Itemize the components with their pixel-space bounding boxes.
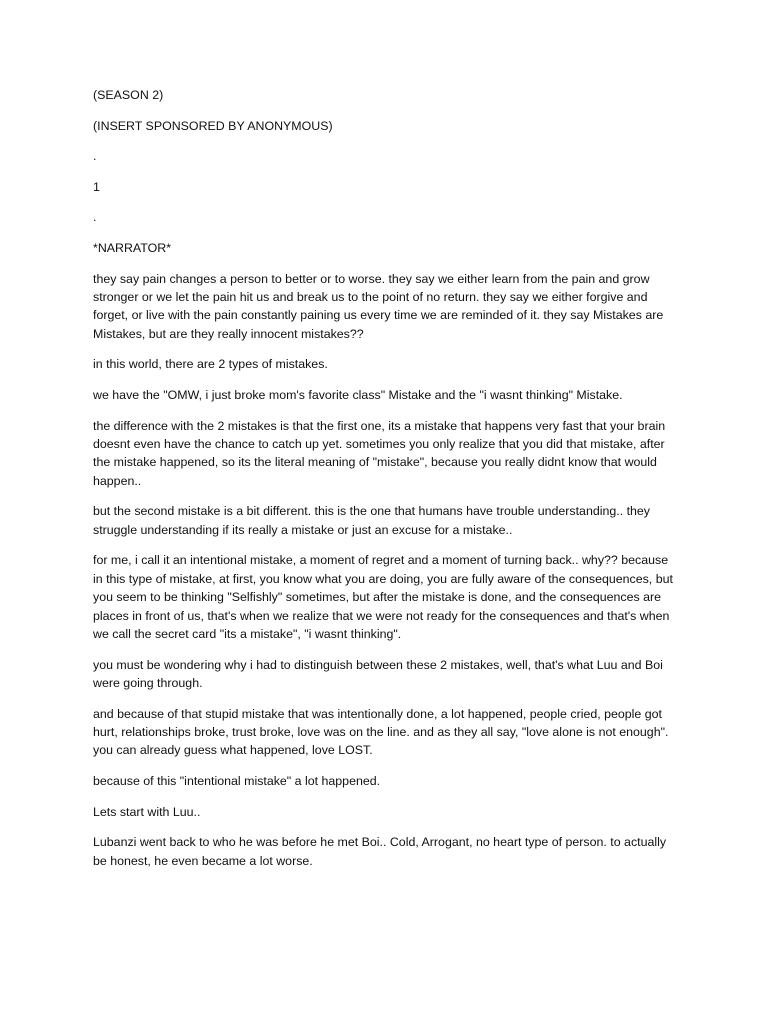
paragraph: for me, i call it an intentional mistake, a moment of regret and a moment of turning back.. why?? because in this type of mistake, at first, you know what you are doing, you are fully aware of the consequences, but you seem to be thinking "Selfishly" sometimes, but after the mistake is done, and the consequences are places in front of us, that's when we realize that we were not ready for the consequences and that's when we call the secret card "its a mistake", "i wasnt thinking". xyxy=(93,553,673,641)
season-heading: (SEASON 2) xyxy=(93,88,164,102)
separator-dot: . xyxy=(93,210,97,225)
paragraph: you must be wondering why i had to distinguish between these 2 mistakes, well, that's what Luu and Boi were going through. xyxy=(93,657,663,690)
paragraph: because of this "intentional mistake" a lot happened. xyxy=(93,774,381,788)
paragraph: and because of that stupid mistake that was intentionally done, a lot happened, people cried, people got hurt, relationships broke, trust broke, love was on the line. and as they all say, "love alone is not enough". you can already guess what happened, love LOST. xyxy=(93,706,669,758)
separator-dot: . xyxy=(93,149,97,164)
narrator-label: *NARRATOR* xyxy=(93,240,172,255)
paragraph: we have the "OMW, i just broke mom's favorite class" Mistake and the "i wasnt thinking" Mistake. xyxy=(93,387,623,402)
paragraph: the difference with the 2 mistakes is that the first one, its a mistake that happens very fast that your brain doesnt even have the chance to catch up yet. sometimes you only realize that you did that mistake, after the mistake happened, so its the literal meaning of "mistake", because you really didnt know that would happen.. xyxy=(93,418,666,488)
chapter-number: 1 xyxy=(93,179,100,194)
paragraph: but the second mistake is a bit different. this is the one that humans have trouble understanding.. they struggle understanding if its really a mistake or just an excuse for a mistake.. xyxy=(93,504,651,537)
sponsor-line: (INSERT SPONSORED BY ANONYMOUS) xyxy=(93,118,333,133)
paragraph: in this world, there are 2 types of mistakes. xyxy=(93,357,328,372)
document-body xyxy=(93,86,673,882)
paragraph: they say pain changes a person to better or to worse. they say we either learn from the pain and grow stronger or we let the pain hit us and break us to the point of no return. they say we either forgive and forget, or live with the pain constantly paining us every time we are reminded of it. they say Mistakes are Mistakes, but are they really innocent mistakes?? xyxy=(93,271,664,341)
paragraph: Lets start with Luu.. xyxy=(93,804,201,819)
paragraph: Lubanzi went back to who he was before he met Boi.. Cold, Arrogant, no heart type of person. to actually be honest, he even became a lot worse. xyxy=(93,835,667,868)
